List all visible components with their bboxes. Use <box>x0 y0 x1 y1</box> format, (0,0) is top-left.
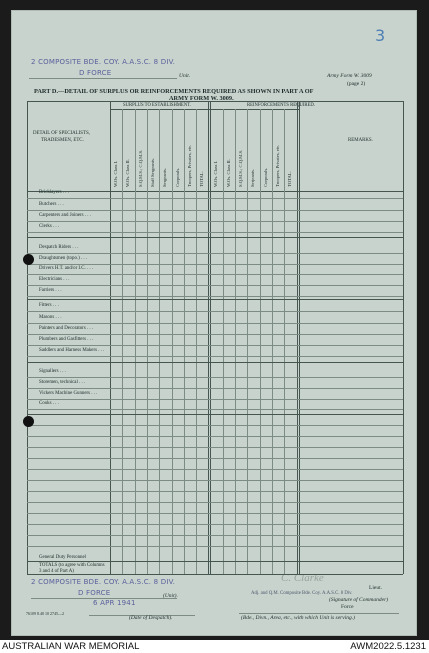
reinforcement-column-rule <box>284 109 285 574</box>
surplus-column-rule <box>208 101 209 574</box>
footer-unit-stamp-line1: 2 COMPOSITE BDE. COY. A.A.S.C. 8 DIV. <box>31 578 176 586</box>
bde-underline <box>239 613 399 614</box>
reinforcement-column-rule <box>223 109 224 574</box>
reinforcement-column-header: Corporals. <box>262 167 268 187</box>
blank-row-rule <box>27 535 403 536</box>
form-title-line1: PART D.—DETAIL OF SURPLUS OR REINFORCEMENTS REQUIRED AS SHOWN IN PART A OF <box>34 88 314 95</box>
blank-row-rule <box>27 447 403 448</box>
row-label: Saddlers and Harness Makers . . . <box>39 348 105 353</box>
blank-row-rule <box>27 546 403 547</box>
reinforcement-column-header: Troopers, Privates, etc. <box>274 144 280 187</box>
blank-row-rule <box>27 458 403 459</box>
reinforcement-column-rule <box>210 101 211 574</box>
unit-label: Unit. <box>179 73 191 79</box>
row-label: Farriers . . . <box>39 288 62 293</box>
surplus-column-rule <box>184 109 185 574</box>
row-rule <box>27 345 403 346</box>
reinforcement-column-header: S.Q.M.S.; C.Q.M.S. <box>238 149 243 187</box>
row-rule <box>27 323 403 324</box>
row-rule <box>27 285 403 286</box>
row-rule <box>27 221 403 222</box>
unit-underline <box>29 78 177 79</box>
row-rule <box>27 274 403 275</box>
row-label: Drivers H.T. and/or I.C. . . . <box>39 266 94 271</box>
signature-label: (Signature of Commander) <box>329 597 389 603</box>
row-label: Painters and Decorators . . . <box>39 326 94 331</box>
blank-row-rule <box>27 480 403 481</box>
remarks-column-rule <box>299 101 300 574</box>
surplus-column-header: TOTAL. <box>199 171 205 187</box>
row-rule <box>27 198 403 199</box>
row-label: Signallers . . . <box>39 369 66 374</box>
reinforcement-column-header: TOTAL. <box>287 171 293 187</box>
caption-bar <box>0 640 429 653</box>
row-rule <box>27 253 403 254</box>
row-rule <box>27 264 403 265</box>
reinforcement-column-header: Serjeants. <box>250 169 256 187</box>
surplus-column-header: W.Os. Class II. <box>125 159 131 187</box>
date-of-despatch-label: (Date of Despatch). <box>129 615 173 621</box>
table-top-border <box>27 101 403 102</box>
row-rule <box>27 399 403 400</box>
surplus-column-header: Corporals. <box>174 167 180 187</box>
surplus-column-header: S.Q.M.S.; C.Q.M.S. <box>137 149 143 187</box>
army-form-sheet <box>11 10 417 636</box>
detail-header-line1: DETAIL OF SPECIALISTS, <box>33 131 90 136</box>
unit-stamp-line1: 2 COMPOSITE BDE. COY. A.A.S.C. 8 DIV. <box>31 58 176 66</box>
row-label: Storemen, technical . . . <box>39 380 86 385</box>
detail-header-line2: TRADESMEN, ETC. <box>41 138 84 143</box>
reinforcement-column-rule <box>247 109 248 574</box>
bde-label: (Bde., Divn., Area, etc., with which Unit is serving.) <box>241 615 355 621</box>
row-rule <box>27 311 403 312</box>
row-label: Plumbers and Gasfitters . . . <box>39 337 94 342</box>
row-rule <box>27 377 403 378</box>
force-label: Force <box>341 604 354 610</box>
surplus-column-rule <box>110 101 111 574</box>
row-label: Vickers Machine Gunners . . . <box>39 391 98 396</box>
header-bottom-rule <box>27 191 403 192</box>
surplus-column-header: Troopers, Privates, etc. <box>186 144 192 187</box>
group-rule <box>27 237 403 238</box>
unit-stamp-line2: D FORCE <box>79 69 112 77</box>
general-duty-rule <box>27 561 403 562</box>
row-label: Cooks . . . <box>39 401 59 406</box>
group-rule <box>27 414 403 415</box>
reinforcements-header: REINFORCEMENTS REQUIRED. <box>247 103 315 108</box>
surplus-column-rule <box>135 109 136 574</box>
despatch-date-stamp: 6 APR 1941 <box>93 599 136 607</box>
surplus-column-header: Sergeants. <box>162 168 168 187</box>
row-label: Electricians . . . <box>39 277 70 282</box>
group-rule <box>27 299 403 300</box>
totals-label-line1: TOTALS (to agree with Columns <box>39 563 105 568</box>
surplus-column-rule <box>147 109 148 574</box>
caption-right: AWM2022.5.1231 <box>350 641 426 652</box>
blank-row-rule <box>27 491 403 492</box>
row-label: Bricklayers . . . <box>39 190 69 195</box>
blank-row-rule <box>27 502 403 503</box>
row-rule <box>27 388 403 389</box>
print-reference: 76109 8.40 10 2745—2 <box>26 611 64 616</box>
binder-hole <box>23 416 34 427</box>
row-label: Carpenters and Joiners . . . <box>39 213 91 218</box>
blank-row-rule <box>27 524 403 525</box>
table-left-border <box>27 101 28 574</box>
group-rule <box>27 362 403 363</box>
remarks-header: REMARKS. <box>348 138 373 143</box>
reinforcement-column-rule <box>297 101 298 574</box>
reinforcement-column-header: W.Os. Class I. <box>213 160 219 187</box>
commander-signature: C. Clarke <box>281 572 324 584</box>
surplus-column-header: W.Os. Class I. <box>113 160 118 187</box>
row-label: Clerks . . . <box>39 224 60 229</box>
row-label: Butchers . . . <box>39 202 64 207</box>
row-label: Masons . . . <box>39 315 62 320</box>
blank-row-rule <box>27 436 403 437</box>
form-title-line2: ARMY FORM W. 3009. <box>169 95 234 102</box>
table-right-border <box>403 101 404 574</box>
caption-left: AUSTRALIAN WAR MEMORIAL <box>2 641 140 652</box>
blank-row-rule <box>27 469 403 470</box>
row-rule <box>27 232 403 233</box>
totals-label-line2: 3 and 4 of Part A) <box>39 569 74 574</box>
blank-row-rule <box>27 425 403 426</box>
adjutant-line: Adj. and Q.M. Composite Bde. Coy. A.A.S.C. 8 Div. <box>251 591 353 596</box>
surplus-column-rule <box>159 109 160 574</box>
footer-unit-stamp-line2: D FORCE <box>78 589 111 597</box>
page-reference: (page 2) <box>347 81 366 87</box>
row-rule <box>27 356 403 357</box>
row-label: Despatch Riders . . . <box>39 245 79 250</box>
blank-row-rule <box>27 513 403 514</box>
reinforcement-column-rule <box>260 109 261 574</box>
row-rule <box>27 409 403 410</box>
reinforcement-column-rule <box>272 109 273 574</box>
surplus-column-rule <box>122 109 123 574</box>
group-header-rule <box>110 109 299 110</box>
reinforcement-column-rule <box>235 109 236 574</box>
surplus-column-rule <box>172 109 173 574</box>
row-rule <box>27 334 403 335</box>
row-label: Fitters . . . <box>39 303 59 308</box>
row-rule <box>27 296 403 297</box>
page-number: 3 <box>375 26 386 45</box>
surplus-header: SURPLUS TO ESTABLISHMENT. <box>123 103 191 108</box>
reinforcement-column-header: W.Os. Class II. <box>225 159 231 187</box>
surplus-column-rule <box>196 109 197 574</box>
rank-label: Lieut. <box>369 585 382 591</box>
binder-hole <box>23 254 34 265</box>
table-bottom-border <box>27 574 403 575</box>
footer-unit-label: (Unit). <box>163 593 178 599</box>
surplus-column-header: Staff Sergeants. <box>149 158 155 187</box>
general-duty-label: General Duty Personnel <box>39 555 86 560</box>
row-label: Draughtsmen (topo.) . . . <box>39 256 88 261</box>
row-rule <box>27 210 403 211</box>
form-reference: Army Form W. 3009 <box>327 73 372 79</box>
